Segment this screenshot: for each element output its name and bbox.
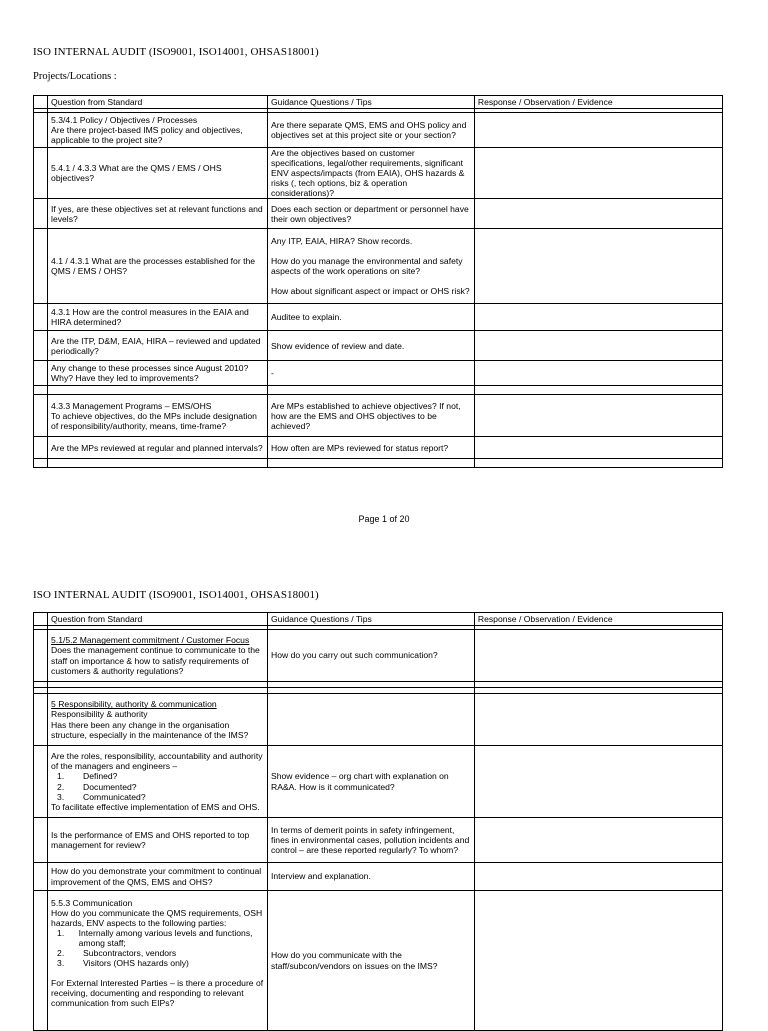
- section-heading: 5.1/5.2 Management commitment / Customer Focus: [51, 635, 250, 646]
- table-row: [34, 818, 723, 863]
- response-cell[interactable]: [474, 891, 722, 1031]
- header-response: Response / Observation / Evidence: [474, 96, 722, 109]
- header-question: Question from Standard: [48, 613, 268, 626]
- question-cell: Are the ITP, D&M, EAIA, HIRA – reviewed and updated periodically?: [48, 331, 268, 361]
- guidance-cell: How do you carry out such communication?: [268, 630, 475, 682]
- header-guidance: Guidance Questions / Tips: [268, 96, 475, 109]
- response-cell[interactable]: [474, 395, 722, 437]
- response-cell[interactable]: [474, 229, 722, 304]
- section-heading: 5.5.3 Communication: [51, 898, 133, 908]
- page-number: Page 1 of 20: [358, 514, 410, 524]
- question-cell: If yes, are these objectives set at relevant functions and levels?: [48, 199, 268, 229]
- table-row: [34, 331, 723, 361]
- question-cell: Any change to these processes since August 2010? Why? Have they led to improvements?: [48, 361, 268, 386]
- guidance-cell: How often are MPs reviewed for status report?: [268, 437, 475, 459]
- response-cell[interactable]: [474, 818, 722, 863]
- response-cell[interactable]: [474, 199, 722, 229]
- table-row: [34, 361, 723, 386]
- header-question: Question from Standard: [48, 96, 268, 109]
- section-heading: 5 Responsibility, authority & communication: [51, 699, 217, 710]
- question-text: Does the management continue to communicate to the staff on importance & how to satisfy requirements of customers & authority regulations?: [51, 645, 260, 676]
- question-text: For External Interested Parties – is there a procedure of receiving, documenting and responding to relevant communication from such EIPs?: [51, 978, 264, 1009]
- table-row: [34, 199, 723, 229]
- response-cell[interactable]: [474, 113, 722, 148]
- header-guidance: Guidance Questions / Tips: [268, 613, 475, 626]
- document-title: ISO INTERNAL AUDIT (ISO9001, ISO14001, OHSAS18001): [33, 589, 319, 601]
- guidance-cell: -: [268, 361, 475, 386]
- guidance-cell: [268, 694, 475, 746]
- table-row: [34, 229, 723, 304]
- question-cell: Is the performance of EMS and OHS reported to top management for review?: [48, 818, 268, 863]
- table-header-row: [34, 96, 723, 109]
- question-cell: How do you demonstrate your commitment to continual improvement of the QMS, EMS and OHS?: [48, 863, 268, 891]
- guidance-cell: Are there separate QMS, EMS and OHS policy and objectives set at this project site or your section?: [268, 113, 475, 148]
- question-text: How do you communicate the QMS requirements, OSH hazards, ENV aspects to the following parties:: [51, 908, 263, 929]
- question-cell: [48, 630, 268, 682]
- table-row: [34, 746, 723, 818]
- table-row: [34, 694, 723, 746]
- table-row: [34, 304, 723, 331]
- table-row: [34, 863, 723, 891]
- guidance-cell: Does each section or department or personnel have their own objectives?: [268, 199, 475, 229]
- table-row: [34, 148, 723, 199]
- question-text: Responsibility & authority Has there been any change in the organisation structure, especially in the maintenance of the IMS?: [51, 709, 249, 740]
- guidance-cell: How do you communicate with the staff/subcon/vendors on issues on the IMS?: [268, 891, 475, 1031]
- response-cell[interactable]: [474, 863, 722, 891]
- question-cell: 4.3.1 How are the control measures in the EAIA and HIRA determined?: [48, 304, 268, 331]
- projects-locations-label: Projects/Locations :: [33, 71, 117, 82]
- list-item: 2. Documented?: [57, 781, 137, 792]
- guidance-cell: Show evidence of review and date.: [268, 331, 475, 361]
- question-cell: Are the MPs reviewed at regular and planned intervals?: [48, 437, 268, 459]
- header-response: Response / Observation / Evidence: [474, 613, 722, 626]
- question-text: Are the roles, responsibility, accountability and authority of the managers and engineers –: [51, 751, 263, 772]
- table-row: [34, 630, 723, 682]
- numbered-list: [51, 928, 264, 968]
- list-item: 2. Subcontractors, vendors: [57, 948, 177, 959]
- guidance-cell: Show evidence – org chart with explanation on RA&A. How is it communicated?: [268, 746, 475, 818]
- response-cell[interactable]: [474, 148, 722, 199]
- question-cell: [48, 891, 268, 1031]
- guidance-cell: Are the objectives based on customer specifications, legal/other requirements, significant ENV aspects/impacts (from EAIA), OHS hazards & risks (, tech options, biz & operation considerations)?: [268, 148, 475, 199]
- question-cell: 5.4.1 / 4.3.3 What are the QMS / EMS / OHS objectives?: [48, 148, 268, 199]
- question-cell: 4.3.3 Management Programs – EMS/OHS To achieve objectives, do the MPs include designation of responsibility/authority, means, time-frame?: [48, 395, 268, 437]
- list-item: 3. Communicated?: [57, 791, 146, 802]
- guidance-cell: In terms of demerit points in safety infringement, fines in environmental cases, pollution incidents and control – are these reported regularly? To whom?: [268, 818, 475, 863]
- question-text: To facilitate effective implementation of EMS and OHS.: [51, 801, 260, 812]
- response-cell[interactable]: [474, 361, 722, 386]
- list-item: 1. Defined?: [57, 771, 118, 782]
- guidance-cell: Interview and explanation.: [268, 863, 475, 891]
- guidance-cell: Are MPs established to achieve objectives? If not, how are the EMS and OHS objectives to be achieved?: [268, 395, 475, 437]
- list-item: 1. Internally among various levels and functions, among staff;: [57, 928, 253, 949]
- response-cell[interactable]: [474, 630, 722, 682]
- audit-table-page-2: [33, 612, 723, 1031]
- audit-table-page-1: [33, 95, 723, 468]
- document-title: ISO INTERNAL AUDIT (ISO9001, ISO14001, OHSAS18001): [33, 46, 319, 58]
- guidance-cell: Auditee to explain.: [268, 304, 475, 331]
- numbered-list: [51, 771, 264, 801]
- table-header-row: [34, 613, 723, 626]
- guidance-cell: Any ITP, EAIA, HIRA? Show records. How do you manage the environmental and safety aspects of the work operations on site? How about significant aspect or impact or OHS risk?: [268, 229, 475, 304]
- question-cell: 5.3/4.1 Policy / Objectives / Processes Are there project-based IMS policy and objectives, applicable to the project site?: [48, 113, 268, 148]
- question-cell: [48, 694, 268, 746]
- table-row: [34, 437, 723, 459]
- response-cell[interactable]: [474, 304, 722, 331]
- table-row: [34, 113, 723, 148]
- table-row: [34, 891, 723, 1031]
- response-cell[interactable]: [474, 331, 722, 361]
- list-item: 3. Visitors (OHS hazards only): [57, 958, 189, 969]
- response-cell[interactable]: [474, 746, 722, 818]
- spacer-row: [34, 386, 723, 395]
- spacer-row: [34, 459, 723, 468]
- response-cell[interactable]: [474, 694, 722, 746]
- response-cell[interactable]: [474, 437, 722, 459]
- table-row: [34, 395, 723, 437]
- question-cell: [48, 746, 268, 818]
- question-cell: 4.1 / 4.3.1 What are the processes established for the QMS / EMS / OHS?: [48, 229, 268, 304]
